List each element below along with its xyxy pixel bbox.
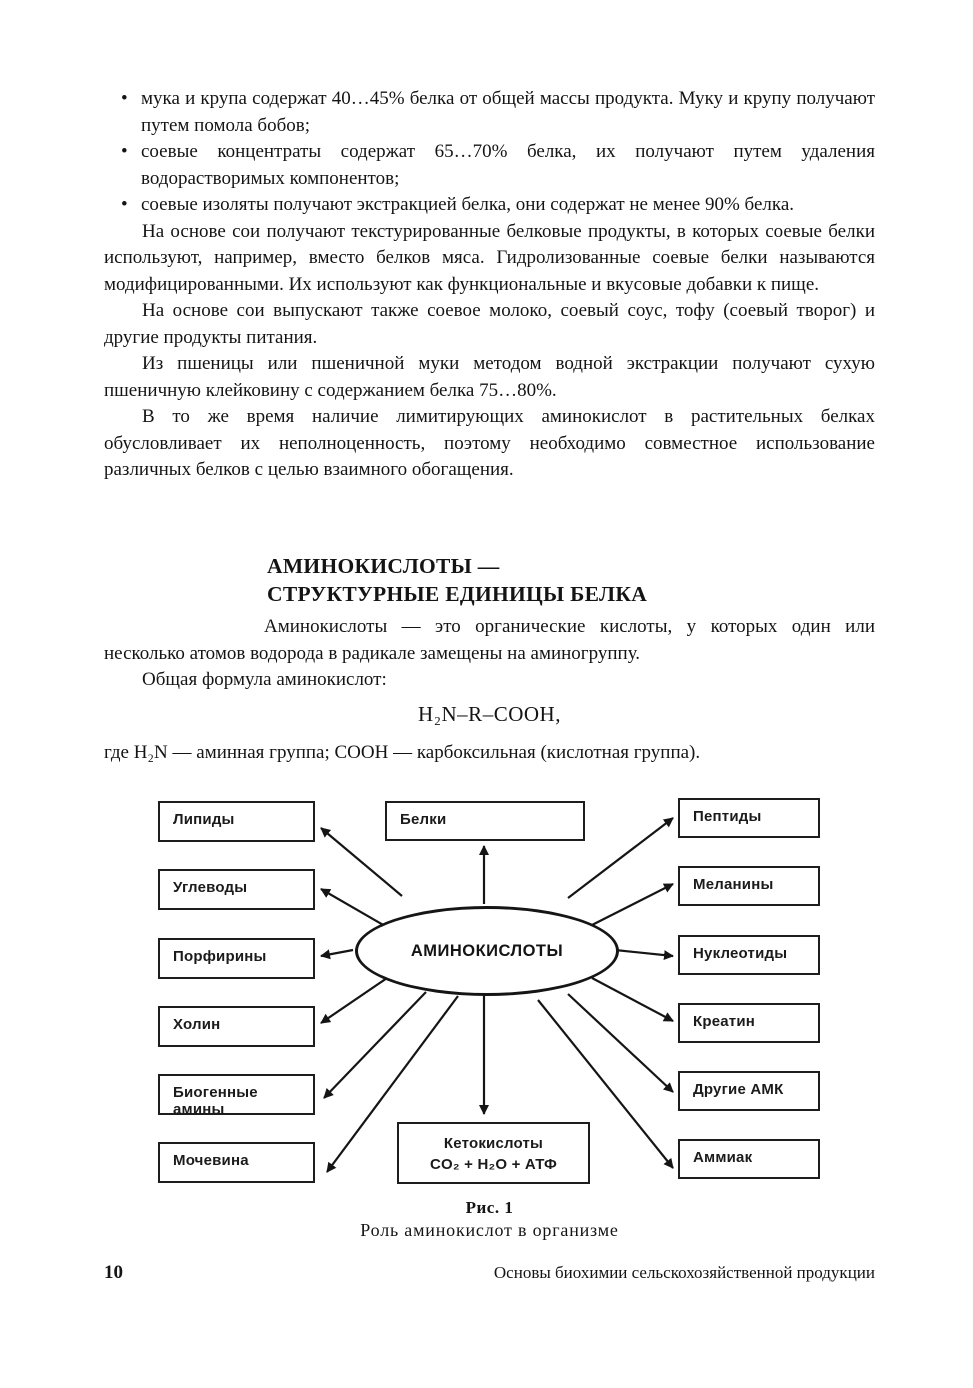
- figure-node-proteins: Белки: [385, 801, 585, 841]
- paragraph-soy-products: На основе сои выпускают также соевое молоко, соевый соус, тофу (соевый творог) и другие продукты питания.: [104, 300, 875, 348]
- figure-node-carbohydrates: Углеводы: [158, 869, 315, 910]
- figure-node-nucleotides: Нуклеотиды: [678, 935, 820, 975]
- paragraph-formula-lead: Общая формула аминокислот:: [142, 669, 387, 690]
- figure-node-creatine: Креатин: [678, 1003, 820, 1043]
- figure-caption-text: Роль аминокислот в организме: [360, 1220, 619, 1240]
- bullet-item: • соевые изоляты получают экстракцией белка, они содержат не менее 90% белка.: [104, 192, 875, 219]
- paragraph-wheat-gluten: Из пшеницы или пшеничной муки методом водной экстракции получают сухую пшеничную клейковину с содержанием белка 75…80%.: [104, 353, 875, 401]
- figure-node-urea: Мочевина: [158, 1142, 315, 1183]
- figure-node-choline: Холин: [158, 1006, 315, 1047]
- figure-node-peptides: Пептиды: [678, 798, 820, 838]
- figure-caption-label: Рис. 1: [465, 1198, 514, 1217]
- bullet-item: • мука и крупа содержат 40…45% белка от общей массы продукта. Муку и крупу получают путем помола бобов;: [104, 86, 875, 139]
- figure-node-other-amk: Другие АМК: [678, 1071, 820, 1111]
- paragraph-soy-textured: На основе сои получают текстурированные белковые продукты, в которых соевые белки используют, например, вместо белков мяса. Гидролизованные соевые белки называются модифицированными. Их используют как функциональные и вкусовые добавки к пище.: [104, 220, 875, 295]
- figure-node-biogenic-amines: Биогенные амины: [158, 1074, 315, 1115]
- figure-center-node: АМИНОКИСЛОТЫ: [355, 906, 619, 996]
- page-footer: [104, 1262, 875, 1284]
- section-intro-block: [104, 614, 875, 694]
- paragraph-limiting-amino-acids: В то же время наличие лимитирующих аминокислот в растительных белках обусловливает их неполноценность, поэтому необходимо совместное использование различных белков с целью взаимного обогащения.: [104, 406, 875, 480]
- page-number: 10: [104, 1262, 123, 1283]
- section-heading: [267, 552, 647, 608]
- figure-node-ammonia: Аммиак: [678, 1139, 820, 1179]
- bullet-item: • соевые концентраты содержат 65…70% белка, их получают путем удаления водорастворимых компонентов;: [104, 139, 875, 192]
- amino-acid-formula: H₂N–R–COOH,: [418, 702, 561, 726]
- figure-1-diagram: [140, 780, 840, 1200]
- figure-node-lipids: Липиды: [158, 801, 315, 842]
- figure-node-porphyrins: Порфирины: [158, 938, 315, 979]
- running-title: Основы биохимии сельскохозяйственной продукции: [493, 1263, 875, 1282]
- section-heading-line1: АМИНОКИСЛОТЫ —: [267, 554, 500, 578]
- figure-node-melanins: Меланины: [678, 866, 820, 906]
- paragraph-amino-definition: Аминокислоты — это органические кислоты, у которых один или несколько атомов водорода в радикале замещены на аминогруппу.: [104, 616, 875, 664]
- figure-node-ketoacids-line1: Кетокислоты: [443, 1135, 544, 1152]
- figure-caption: [104, 1198, 875, 1241]
- section-heading-line2: СТРУКТУРНЫЕ ЕДИНИЦЫ БЕЛКА: [267, 582, 648, 606]
- formula-note: где H₂N — аминная группа; COOH — карбоксильная (кислотная группа).: [104, 742, 701, 763]
- body-text-block: [104, 86, 875, 538]
- figure-node-ketoacids-line2: CO₂ + H₂O + АТФ: [430, 1156, 557, 1173]
